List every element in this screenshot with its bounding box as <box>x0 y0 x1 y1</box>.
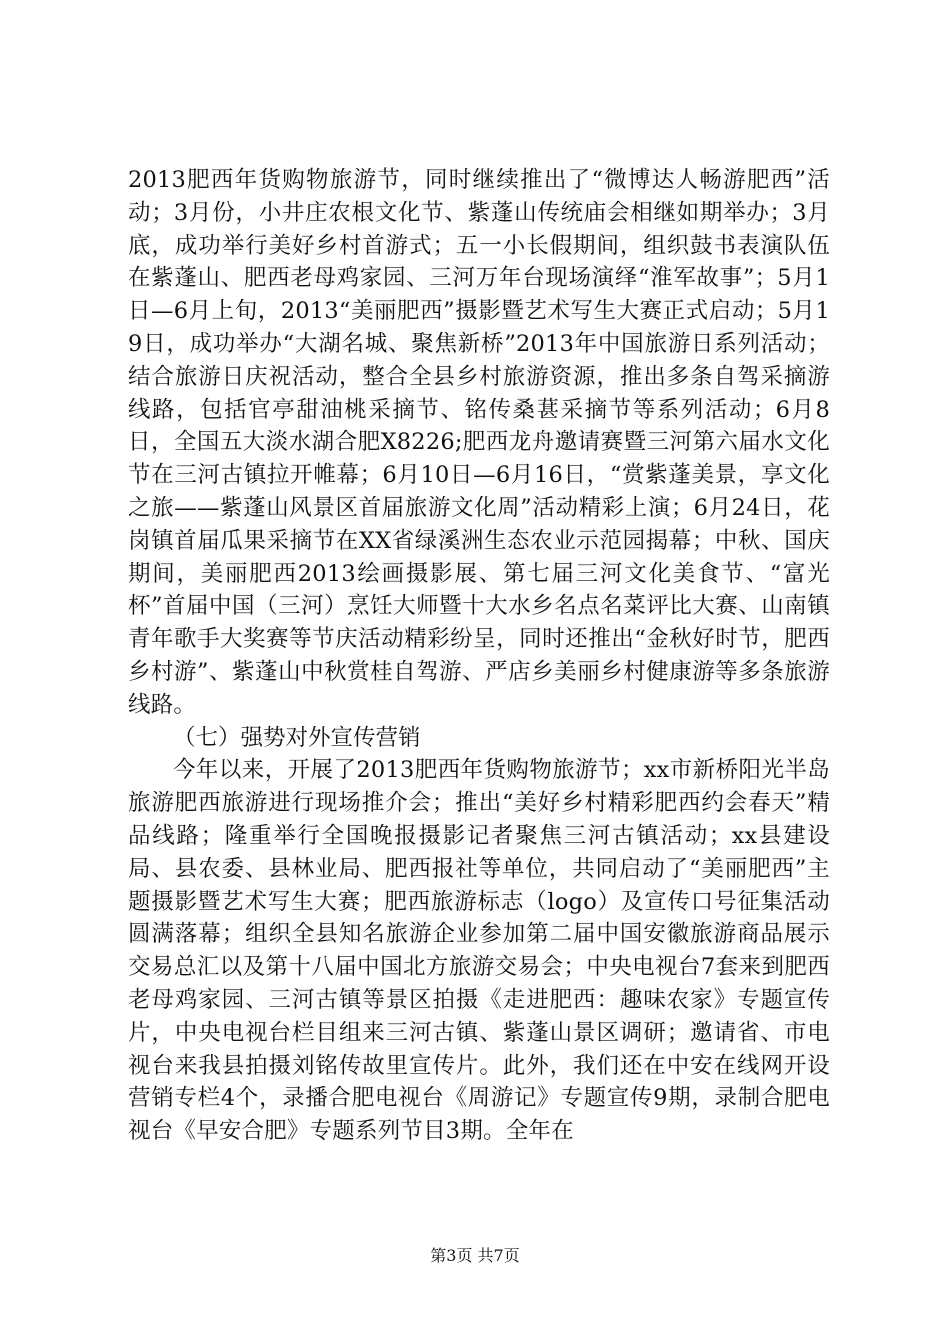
section-heading: （七）强势对外宣传营销 <box>173 724 421 751</box>
paragraph-marketing: 今年以来，开展了2013肥西年货购物旅游节；xx市新桥阳光半岛旅游肥西旅游进行现场推介会；推出“美好乡村精彩肥西约会春天”精品线路；隆重举行全国晚报摄影记者聚焦三河古镇活动；xx县建设局、县农委、县林业局、肥西报社等单位，共同启动了“美丽肥西”主题摄影暨艺术写生大赛；肥西旅游标志（logo）及宣传口号征集活动圆满落幕；组织全县知名旅游企业参加第二届中国安徽旅游商品展示交易总汇以及第十八届中国北方旅游交易会；中央电视台7套来到肥西老母鸡家园、三河古镇等景区拍摄《走进肥西：趣味农家》专题宣传片，中央电视台栏目组来三河古镇、紫蓬山景区调研；邀请省、市电视台来我县拍摄刘铭传故里宣传片。此外，我们还在中安在线网开设营销专栏4个，录播合肥电视台《周游记》专题宣传9期，录制合肥电视台《早安合肥》专题系列节目3期。全年在 <box>128 757 830 1145</box>
document-body <box>128 164 830 1148</box>
paragraph-events: 2013肥西年货购物旅游节，同时继续推出了“微博达人畅游肥西”活动；3月份，小井庄农根文化节、紫蓬山传统庙会相继如期举办；3月底，成功举行美好乡村首游式；五一小长假期间，组织鼓书表演队伍在紫蓬山、肥西老母鸡家园、三河万年台现场演绎“淮军故事”；5月1日—6月上旬，2013“美丽肥西”摄影暨艺术写生大赛正式启动；5月19日，成功举办“大湖名城、聚焦新桥”2013年中国旅游日系列活动；结合旅游日庆祝活动，整合全县乡村旅游资源，推出多条自驾采摘游线路，包括官亭甜油桃采摘节、铭传桑葚采摘节等系列活动；6月8日，全国五大淡水湖合肥X8226;肥西龙舟邀请赛暨三河第六届水文化节在三河古镇拉开帷幕；6月10日—6月16日，“赏紫蓬美景，享文化之旅——紫蓬山风景区首届旅游文化周”活动精彩上演；6月24日，花岗镇首届瓜果采摘节在XX省绿溪洲生态农业示范园揭幕；中秋、国庆期间，美丽肥西2013绘画摄影展、第七届三河文化美食节、“富光杯”首届中国（三河）烹饪大师暨十大水乡名点名菜评比大赛、山南镇青年歌手大奖赛等节庆活动精彩纷呈，同时还推出“金秋好时节，肥西乡村游”、紫蓬山中秋赏桂自驾游、严店乡美丽乡村健康游等多条旅游线路。 <box>128 167 830 718</box>
page-number-footer: 第3页 共7页 <box>430 1246 520 1265</box>
